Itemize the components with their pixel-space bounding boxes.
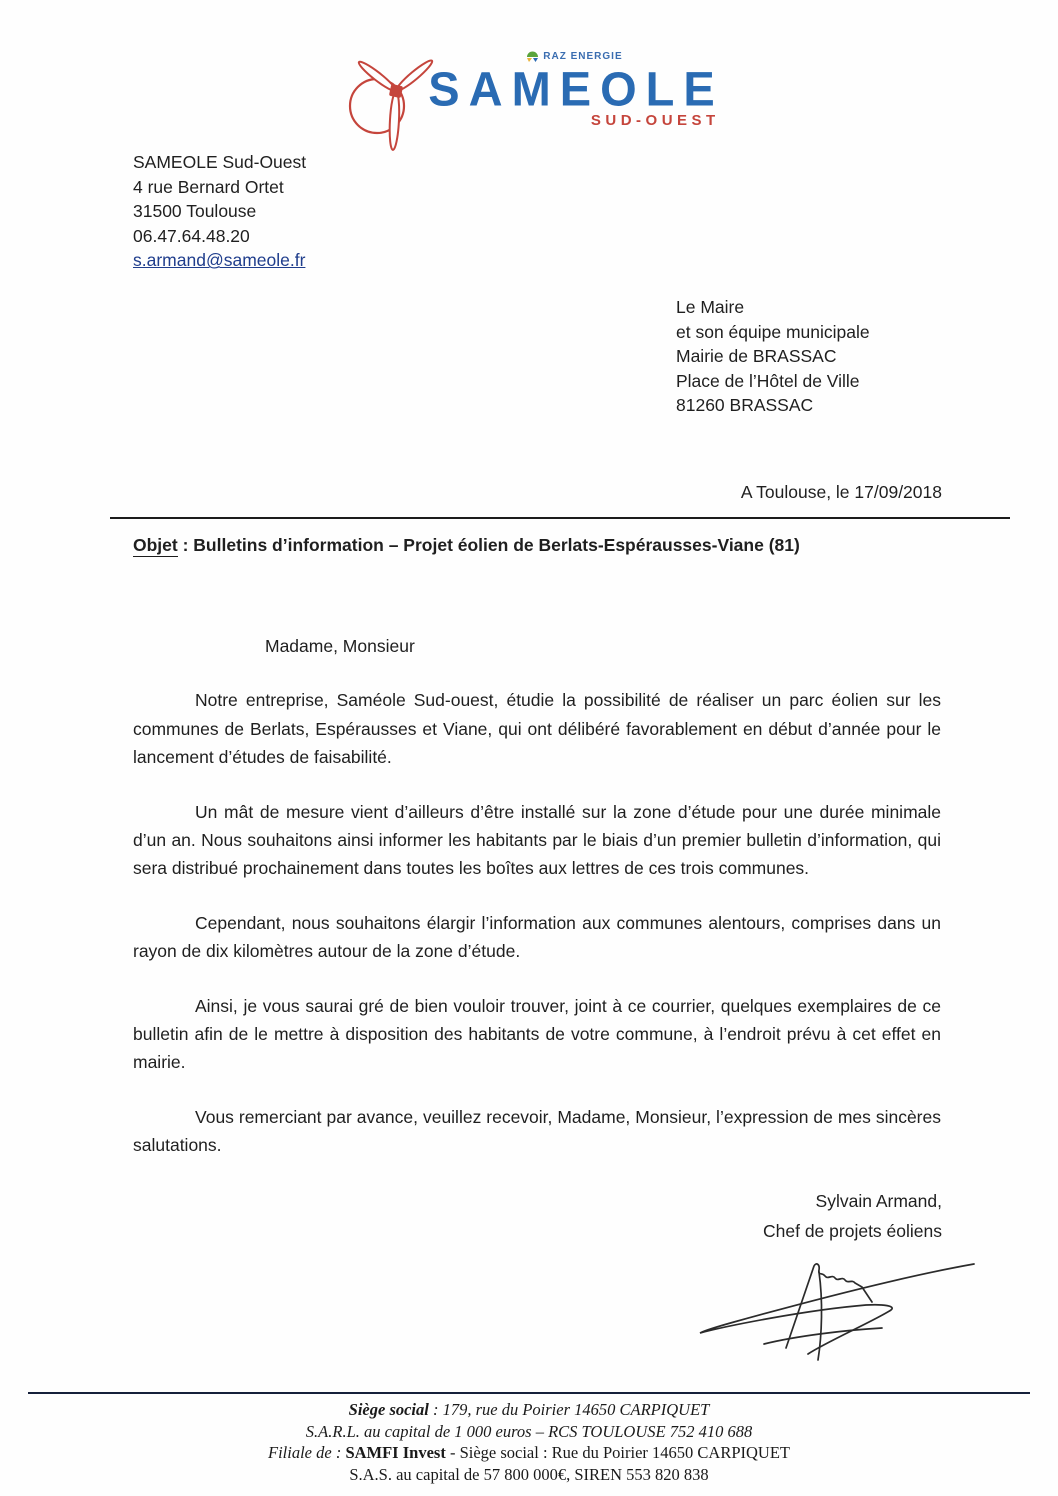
footer-line-2: S.A.R.L. au capital de 1 000 euros – RCS TOULOUSE 752 410 688 [305,1421,753,1441]
footer-line-1 [0,1399,1058,1421]
letter-body [133,632,941,1160]
footer-filiale-rest: - Siège social : Rue du Poirier 14650 CARPIQUET [445,1443,790,1462]
footer-siege-rest: : 179, rue du Poirier 14650 CARPIQUET [428,1400,710,1419]
signature-block [763,1186,942,1246]
subject-separator: : [177,535,194,555]
sender-line: SAMEOLE Sud-Ouest [133,152,307,172]
footer-line-4: S.A.S. au capital de 57 800 000€, SIREN 553 820 838 [349,1464,709,1484]
sender-address-block [133,150,306,273]
dateline: A Toulouse, le 17/09/2018 [740,482,942,502]
brand-subtitle: SUD-OUEST [590,112,720,129]
footer-rule [28,1392,1030,1394]
sender-line: 4 rue Bernard Ortet [133,176,284,197]
handwritten-signature [686,1250,976,1368]
footer-line-3 [0,1442,1058,1464]
paragraph: Ainsi, je vous saurai gré de bien vouloir trouver, joint à ce courrier, quelques exemplaires de ce bulletin afin de le mettre à disposition des habitants de votre commune, à l’endroit prévu à cet effet en mairie. [133,995,941,1073]
footer-filiale-label: Filiale de : [268,1443,346,1462]
recipient-line: 81260 BRASSAC [676,395,814,416]
paragraph: Notre entreprise, Saméole Sud-ouest, étudie la possibilité de réaliser un parc éolien sur les communes de Berlats, Espérausses et Viane, qui ont délibéré favorablement en début d’année pour le lancement d’études de faisabilité. [133,690,941,768]
sender-email-link[interactable]: s.armand@sameole.fr [133,250,306,271]
wind-turbine-icon [334,50,442,152]
sender-line: 06.47.64.48.20 [133,225,250,246]
recipient-address-block [676,295,870,418]
recipient-line: Le Maire [676,297,745,317]
subject-line [133,535,800,556]
salutation: Madame, Monsieur [265,636,415,656]
partner-brand-label: RAZ ENERGIE [543,50,623,62]
signatory-name: Sylvain Armand, [815,1191,942,1211]
paragraph: Un mât de mesure vient d’ailleurs d’être installé sur la zone d’étude pour une durée minimale d’un an. Nous souhaitons ainsi informer les habitants par le biais d’un premier bulletin d’information, qui sera distribué prochainement dans toutes les boîtes aux lettres de ces trois communes. [133,801,941,879]
subject-label: Objet [133,535,178,555]
signatory-title: Chef de projets éoliens [763,1221,942,1241]
sender-line: 31500 Toulouse [133,201,257,222]
recipient-line: Mairie de BRASSAC [676,346,837,367]
paragraph: Vous remerciant par avance, veuillez recevoir, Madame, Monsieur, l’expression de mes sincères salutations. [133,1106,941,1156]
recipient-line: Place de l’Hôtel de Ville [676,370,860,391]
subject-text: Bulletins d’information – Projet éolien de Berlats-Espérausses-Viane (81) [193,535,800,555]
letterhead [0,48,1058,152]
paragraph: Cependant, nous souhaitons élargir l’information aux communes alentours, comprises dans un rayon de dix kilomètres autour de la zone d’étude. [133,912,941,962]
footer-samfi-brand: SAMFI Invest [345,1443,446,1462]
recipient-line: et son équipe municipale [676,321,870,342]
brand-wordmark: SAMEOLE [428,61,724,116]
footer [0,1399,1058,1485]
footer-siege-label: Siège social [348,1400,429,1419]
horizontal-rule [110,517,1010,519]
